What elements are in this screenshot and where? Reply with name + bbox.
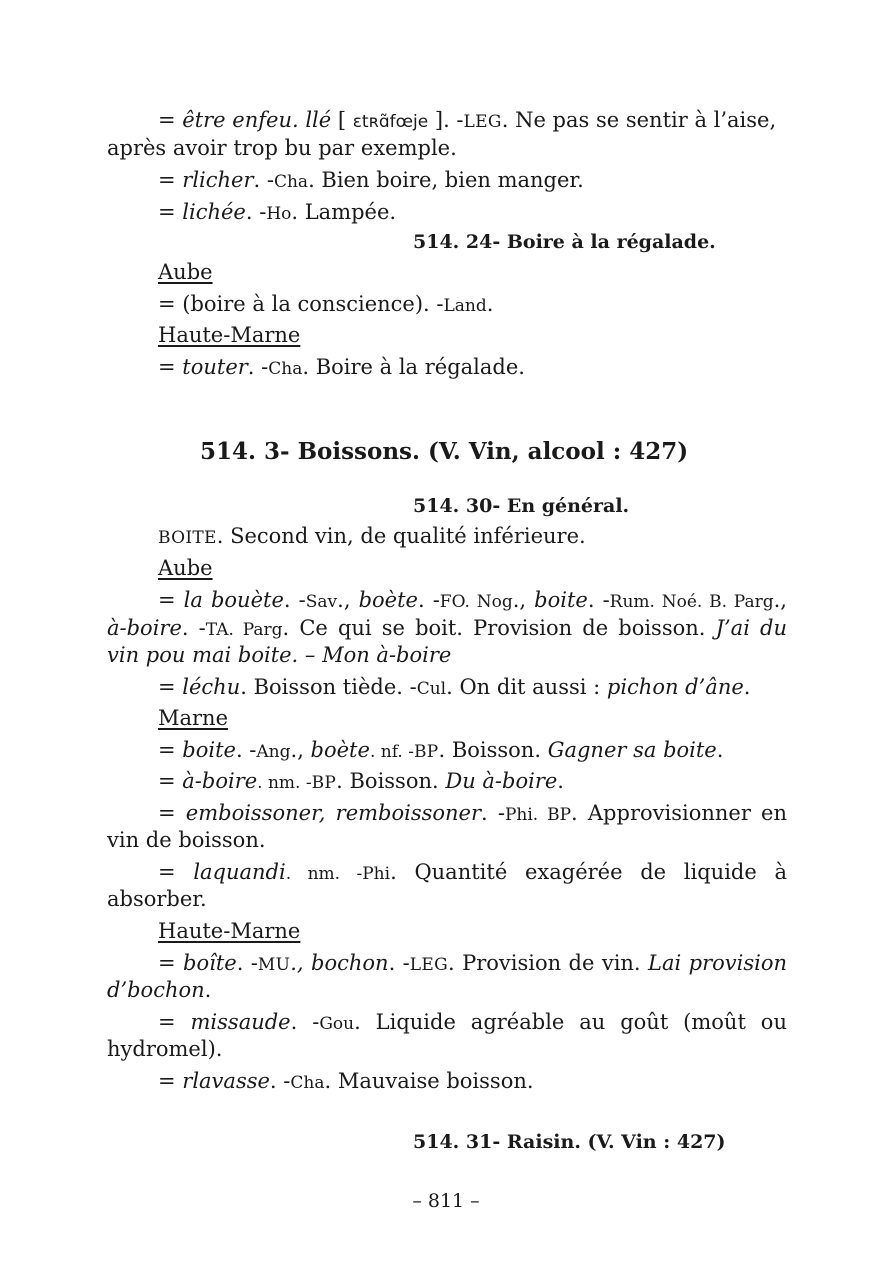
grammar-note: . nm. - [257,773,312,793]
source-abbrev: FO. Nog [439,592,513,612]
region-label-haute-marne: Haute-Marne [158,919,301,943]
punct: . - [283,588,306,612]
definition: . Liquide agréable au goût (moût ou [354,1010,787,1034]
entry-mark: = [158,355,183,379]
headword: lichée [182,200,246,224]
entry-mark: = [158,801,186,825]
headword: être enfeu. llé [182,108,332,132]
punct: . - [587,588,610,612]
definition-continued: après avoir trop bu par exemple. [107,136,457,160]
region-label-aube: Aube [158,556,213,580]
punct: . - [245,200,267,224]
punct: . - [269,1069,291,1093]
definition-continued: vin de boisson. [107,828,266,852]
entry-mark: = [158,738,183,762]
region-label-aube: Aube [158,260,213,284]
definition-continued: absorber. [107,887,207,911]
example: Lai provision [648,951,787,975]
definition: . Second vin, de qualité inférieure. [216,524,586,548]
source-abbrev: LEG [409,955,448,975]
grammar-note: . nf. - [369,742,414,762]
region-label-haute-marne: Haute-Marne [158,323,301,347]
headword: boite [534,588,588,612]
headword: boîte [183,951,237,975]
definition: . Mauvaise boisson. [324,1069,534,1093]
punct: . - [235,738,257,762]
headword: rlavasse [182,1069,270,1093]
entry-boire-conscience [158,290,787,320]
grammar-note: . nm. - [285,864,363,884]
punct: . - [181,616,206,640]
punct: . [486,292,494,316]
entry-lechu [158,673,787,703]
definition: . Boisson. [438,738,548,762]
entry-boite-marne [158,736,787,766]
entry-boite-haute-marne [158,949,787,979]
source-abbrev: BP [413,742,439,762]
bracket-open: [ [331,108,353,132]
source-abbrev: Cha [273,172,309,192]
punct: . - [236,951,258,975]
punct: . - [481,801,505,825]
source-abbrev: Rum. Noé. B. Parg [609,592,774,612]
section-heading-514-3: 514. 3- Boissons. (V. Vin, alcool : 427) [200,438,689,465]
entry-etre-enfeulle [158,106,787,136]
punct: . [337,588,344,612]
source-abbrev: BP [311,773,337,793]
definition-continued: hydromel). [107,1037,223,1061]
headword: boète [358,588,418,612]
headword: rlicher [182,168,254,192]
entry-mark: = [158,1069,183,1093]
entry-touter [158,353,787,383]
definition: . Approvisionner en [571,801,787,825]
region-label-marne: Marne [158,706,229,730]
source-abbrev: Phi. BP [504,805,572,825]
source-abbrev: Phi [362,864,391,884]
source-abbrev: Cul [416,679,447,699]
entry-boite-example [107,976,787,1004]
punct: ., [290,951,312,975]
headword: laquandi [193,860,286,884]
example: Du à-boire [445,769,558,793]
punct: ., [290,738,311,762]
entry-mark: = [158,108,183,132]
punct: . [743,675,751,699]
source-abbrev: Ang [256,742,291,762]
subsection-heading-514-30: 514. 30- En général. [413,495,630,517]
entry-mark: = [158,675,183,699]
punct: . - [388,951,410,975]
entry-mark: = [158,200,183,224]
punct: , [343,588,359,612]
punct: . [716,738,724,762]
example: Gagner sa boite [547,738,717,762]
punct: . [557,769,564,793]
definition: . Boisson. [336,769,446,793]
entry-lichee [158,198,787,228]
example: J’ai du [715,616,787,640]
entry-a-boire [107,614,787,644]
entry-mark: = [158,860,194,884]
phonetic-transcription: ɛtʀɑ̃fœje [352,112,429,132]
definition: . Ne pas se sentir à l’aise, [501,108,777,132]
entry-rlicher [158,166,787,196]
entry-rlavasse [158,1067,787,1097]
definition: . Ce qui se boit. Provision de boisson. [282,616,716,640]
entry-boite [158,522,787,552]
headword: pichon d’âne [606,675,744,699]
source-abbrev: LEG [463,112,502,132]
example: vin pou mai boite. – Mon à-boire [107,643,452,667]
entry-emboissoner [158,799,787,829]
entry-mark: = [158,168,183,192]
punct: ., [773,588,787,612]
entry-laquandi [158,858,787,888]
page-number: – 811 – [412,1190,480,1212]
definition: . Lampée. [291,200,397,224]
bracket-close: ]. - [428,108,464,132]
entry-mark: = [158,1010,191,1034]
definition: . Quantité exagérée de liquide à [390,860,788,884]
subsection-heading-514-31: 514. 31- Raisin. (V. Vin : 427) [413,1131,726,1153]
source-abbrev: Cha [290,1073,325,1093]
definition: . Bien boire, bien manger. [308,168,584,192]
headword: bochon [311,951,389,975]
punct: . - [247,355,269,379]
entry-missaude [158,1008,787,1038]
headword: touter [182,355,248,379]
source-abbrev: Gou [319,1014,355,1034]
headword-smallcaps: BOITE [158,528,217,548]
headword: la bouète [183,588,284,612]
example: d’bochon [107,978,205,1002]
punct: . [204,978,212,1002]
punct: . - [290,1010,320,1034]
punct: ., [512,588,535,612]
entry-a-boire-marne [158,767,787,797]
source-abbrev: Cha [268,359,303,379]
entry-mark: = [158,951,184,975]
definition: . On dit aussi : [446,675,607,699]
punct: . - [417,588,440,612]
headword: à-boire [107,616,182,640]
definition: . Boire à la régalade. [302,355,525,379]
source-abbrev: MU [257,955,291,975]
entry-mark: = [158,588,184,612]
entry-a-boire-example [107,641,787,669]
source-abbrev: Land [443,296,487,316]
definition: . Boisson tiède. - [240,675,417,699]
headword: boète [310,738,370,762]
definition: = (boire à la conscience). - [158,292,444,316]
subsection-heading-514-24: 514. 24- Boire à la régalade. [413,231,716,253]
punct: . - [253,168,274,192]
definition: . Provision de vin. [447,951,649,975]
entry-la-bouete [158,586,787,616]
headword: boite [182,738,236,762]
source-abbrev: Ho [266,204,292,224]
headword: à-boire [182,769,258,793]
source-abbrev: TA. Parg [205,620,283,640]
entry-mark: = [158,769,183,793]
source-abbrev: Sav [305,592,338,612]
headword: emboissoner, remboissoner [185,801,482,825]
headword: missaude [190,1010,291,1034]
headword: léchu [182,675,241,699]
